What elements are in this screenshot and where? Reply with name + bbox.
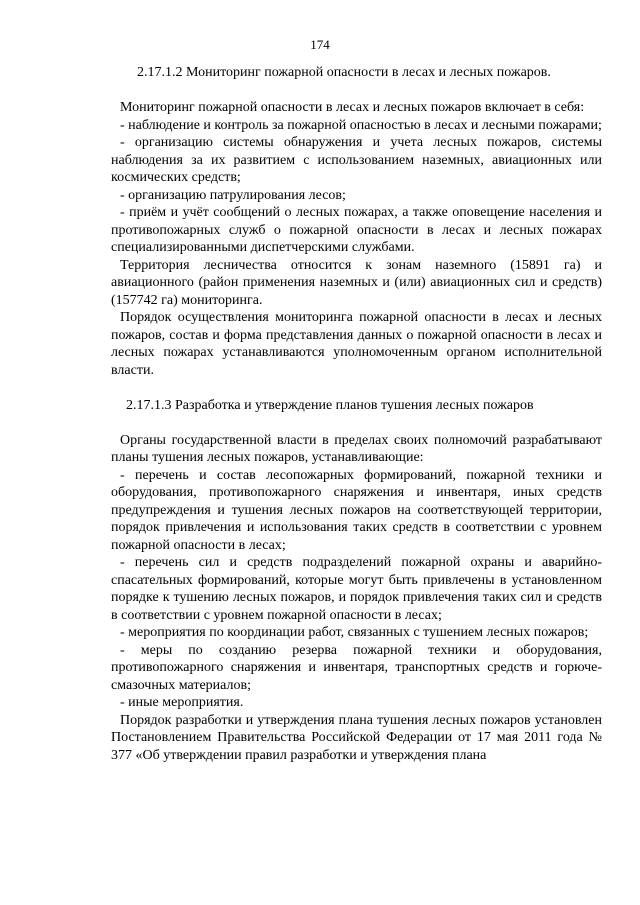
list-item: - организацию системы обнаружения и учета лесных пожаров, системы наблюдения за их развитием с использованием наземных, авиационных или космических средств;: [111, 135, 602, 185]
list-item: - наблюдение и контроль за пожарной опасностью в лесах и лесными пожарами;: [120, 117, 602, 133]
list-item: - перечень сил и средств подразделений пожарной охраны и аварийно-спасательных формирований, которые могут быть привлечены в установленном порядке к тушению лесных пожаров, и порядок привлечения таких сил и средств в соответствии с уровнем пожарной опасности в лесах;: [111, 555, 602, 623]
page-number: 174: [310, 37, 330, 52]
list-item: - мероприятия по координации работ, связанных с тушением лесных пожаров;: [120, 625, 589, 640]
page-content: [111, 64, 602, 764]
paragraph: Порядок разработки и утверждения плана тушения лесных пожаров установлен Постановлением Правительства Российской Федерации от 17 мая 2011 года № 377 «Об утверждении правил разработки и утверждения плана: [111, 712, 602, 763]
spacer: [111, 379, 602, 397]
paragraph: Порядок осуществления мониторинга пожарной опасности в лесах и лесных пожаров, состав и форма представления данных о пожарной опасности в лесах и лесных пожарах устанавливаются уполномоченным органом исполнительной власти.: [111, 310, 602, 378]
list-item: - иные мероприятия.: [120, 695, 244, 710]
spacer: [111, 414, 602, 432]
list-item: - приём и учёт сообщений о лесных пожарах, а также оповещение населения и противопожарных служб о пожарной опасности в лесах и лесных пожарах специализированными диспетчерскими службами.: [111, 205, 602, 255]
list-item: - перечень и состав лесопожарных формирований, пожарной техники и оборудования, противопожарного снаряжения и инвентаря, иных средств предупреждения и тушения лесных пожаров на соответствующей территории, порядок привлечения и использования таких средств в соответствии с уровнем пожарной опасности в лесах;: [111, 467, 602, 553]
list-item: - меры по созданию резерва пожарной техники и оборудования, противопожарного снаряжения и инвентаря, транспортных средств и горюче-смазочных материалов;: [111, 642, 602, 693]
paragraph: Мониторинг пожарной опасности в лесах и лесных пожаров включает в себя:: [120, 100, 585, 115]
section-heading-fire-plans: 2.17.1.3 Разработка и утверждение планов тушения лесных пожаров: [126, 397, 534, 413]
spacer: [111, 82, 602, 100]
paragraph: Территория лесничества относится к зонам наземного (15891 га) и авиационного (район применения наземных и (или) авиационных сил и средств) (157742 га) мониторинга.: [111, 257, 602, 308]
paragraph: Органы государственной власти в пределах своих полномочий разрабатывают планы тушения лесных пожаров, устанавливающие:: [111, 432, 602, 465]
list-item: - организацию патрулирования лесов;: [120, 187, 346, 203]
section-heading-monitoring: 2.17.1.2 Мониторинг пожарной опасности в лесах и лесных пожаров.: [137, 65, 551, 80]
